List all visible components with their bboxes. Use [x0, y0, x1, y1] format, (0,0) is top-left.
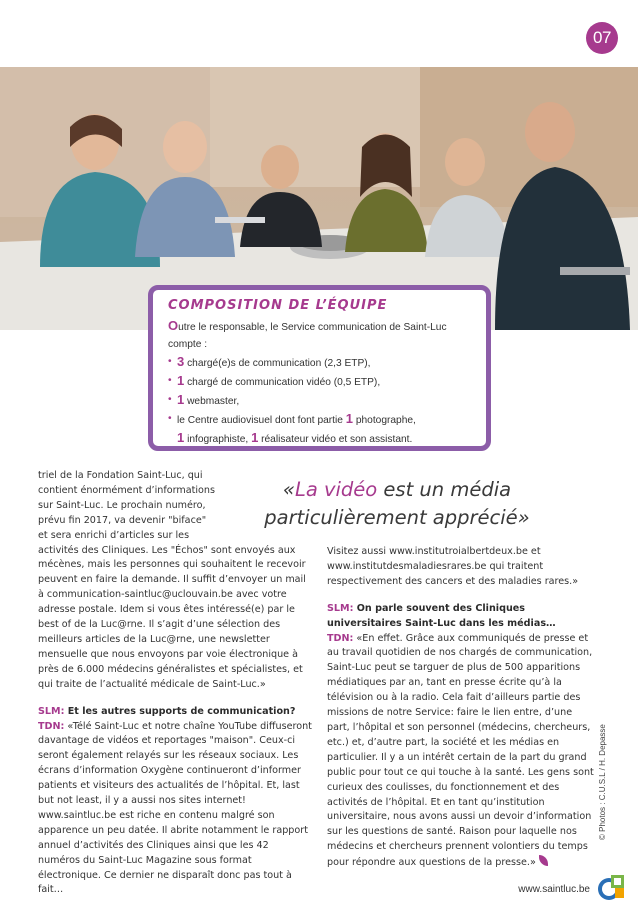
- answer-text: «En effet. Grâce aux communiqués de presse et au travail quotidien de nos chargés de communication, Saint-Luc peut se targuer de plus de 500 apparitions médiatiques par an, tant en presse écrite qu’à la télévision ou à la radio. Cela fait d’ailleurs partie des missions de notre Service: faire le lien entre, d’une part, l’hôpital et son personnel (médecins, chercheurs, etc.) et, d’autre part, la société et les médias en particulier. Il y a un intérêt certain de la part du grand public pour tout ce qui touche à la santé. Les gens sont curieux des coulisses, du fonctionnement et des activités de l’hôpital. Et en tant qu’institution universitaire, nous avons aussi un devoir d’information sur les questions de santé. Raison pour laquelle nos médecins et chercheurs prennent volontiers du temps pour répondre aux questions de la presse.»: [327, 632, 594, 869]
- team-item-number: 3: [177, 354, 185, 369]
- quote-accent: La vidéo: [294, 478, 378, 501]
- team-composition-text: [168, 317, 474, 448]
- team-item-number: 1: [177, 392, 185, 407]
- answer-label: TDN:: [327, 632, 354, 644]
- photo-credit: © Photos : C.U.S.L / H. Depasse: [598, 724, 607, 840]
- team-item: [168, 353, 474, 372]
- quote-text: est un média particulièrement apprécié»: [264, 478, 530, 529]
- question-label: SLM:: [327, 602, 354, 614]
- left-paragraph-1-intro: triel de la Fondation Saint-Luc, qui contient énormément d’informations sur Saint-Luc. Le prochain numéro, prévu fin 2017, va devenir "biface" et sera enrichi d’articles sur les: [38, 470, 215, 541]
- question-text: Et les autres supports de communication?: [64, 705, 296, 717]
- footer-url[interactable]: www.saintluc.be: [518, 884, 590, 895]
- end-leaf-icon: [539, 855, 548, 866]
- team-item-text: photographe,: [353, 415, 416, 426]
- left-paragraph-1-body: activités des Cliniques. Les "Échos" sont envoyés aux mécènes, mais les personnes qui souhaitent le recevoir peuvent en faire la demande. Il suffit d’envoyer un mail à communication-saintluc@uclouvain.be avec votre adresse postale. Idem si vous êtes intéressé(e) par le best of de la Luc@rne. Il s’agit d’une sélection des meilleurs articles de la Luc@rne, une newsletter mensuelle que nous envoyons par voie électronique à près de 6.000 médecins généralistes et spécialistes, et qui traite de l’actualité médicale de Saint-Luc.»: [38, 544, 306, 690]
- answer-text: «Télé Saint-Luc et notre chaîne YouTube diffuseront davantage de vidéos et reportages "maison". Ceux-ci seront également relayés sur les réseaux sociaux. Les écrans d’information Oxygène continueront d’informer patients et visiteurs des actualités de l’hôpital. Et, last but not least, il y a aussi nos sites internet! www.saintluc.be est riche en contenu malgré son apparence un peu datée. Il abrite notamment le rapport annuel d’activités des Cliniques ainsi que les 42 numéros du Saint-Luc Magazine sous format électronique. Ce dernier ne disparaît donc pas tout à fait…: [38, 720, 312, 896]
- question-text: On parle souvent des Cliniques universitaires Saint-Luc dans les médias…: [327, 602, 556, 629]
- team-composition-title: COMPOSITION DE L’ÉQUIPE: [168, 298, 388, 313]
- left-question-answer: [38, 705, 313, 899]
- team-list: [168, 353, 474, 448]
- team-item-text: le Centre audiovisuel dont font partie: [177, 415, 346, 426]
- saint-luc-logo-icon: [596, 872, 626, 902]
- team-item-text: réalisateur vidéo et son assistant.: [258, 434, 413, 445]
- team-item-number: 1: [251, 430, 259, 445]
- left-column: [38, 469, 313, 907]
- team-intro-line2: compte :: [168, 339, 208, 350]
- right-paragraph-1: Visitez aussi www.institutroialbertdeux.be et www.institutdesmaladiesrares.be qui traitent respectivement des cancers et des maladies rares.»: [327, 546, 579, 587]
- quote-open-mark: «: [282, 478, 295, 501]
- team-item-text: infographiste,: [184, 434, 252, 445]
- team-item-text: chargé(e)s de communication (2,3 ETP),: [184, 358, 371, 369]
- team-intro: utre le responsable, le Service communication de Saint-Luc: [178, 322, 447, 333]
- question-label: SLM:: [38, 705, 65, 717]
- team-item: [168, 372, 474, 391]
- page-number-badge: 07: [586, 22, 618, 54]
- team-item-text: chargé de communication vidéo (0,5 ETP),: [184, 377, 381, 388]
- team-intro-initial: O: [168, 318, 179, 333]
- right-question-answer: [327, 602, 595, 871]
- left-paragraph-1: [38, 469, 313, 693]
- team-composition-box: [148, 285, 491, 451]
- team-item: [168, 410, 474, 448]
- team-item: [168, 391, 474, 410]
- team-item-number: 1: [345, 411, 353, 426]
- team-item-number: 1: [177, 373, 185, 388]
- answer-label: TDN:: [38, 720, 65, 732]
- team-item-number: 1: [177, 430, 185, 445]
- right-column: [327, 545, 595, 883]
- team-item-text: webmaster,: [184, 396, 240, 407]
